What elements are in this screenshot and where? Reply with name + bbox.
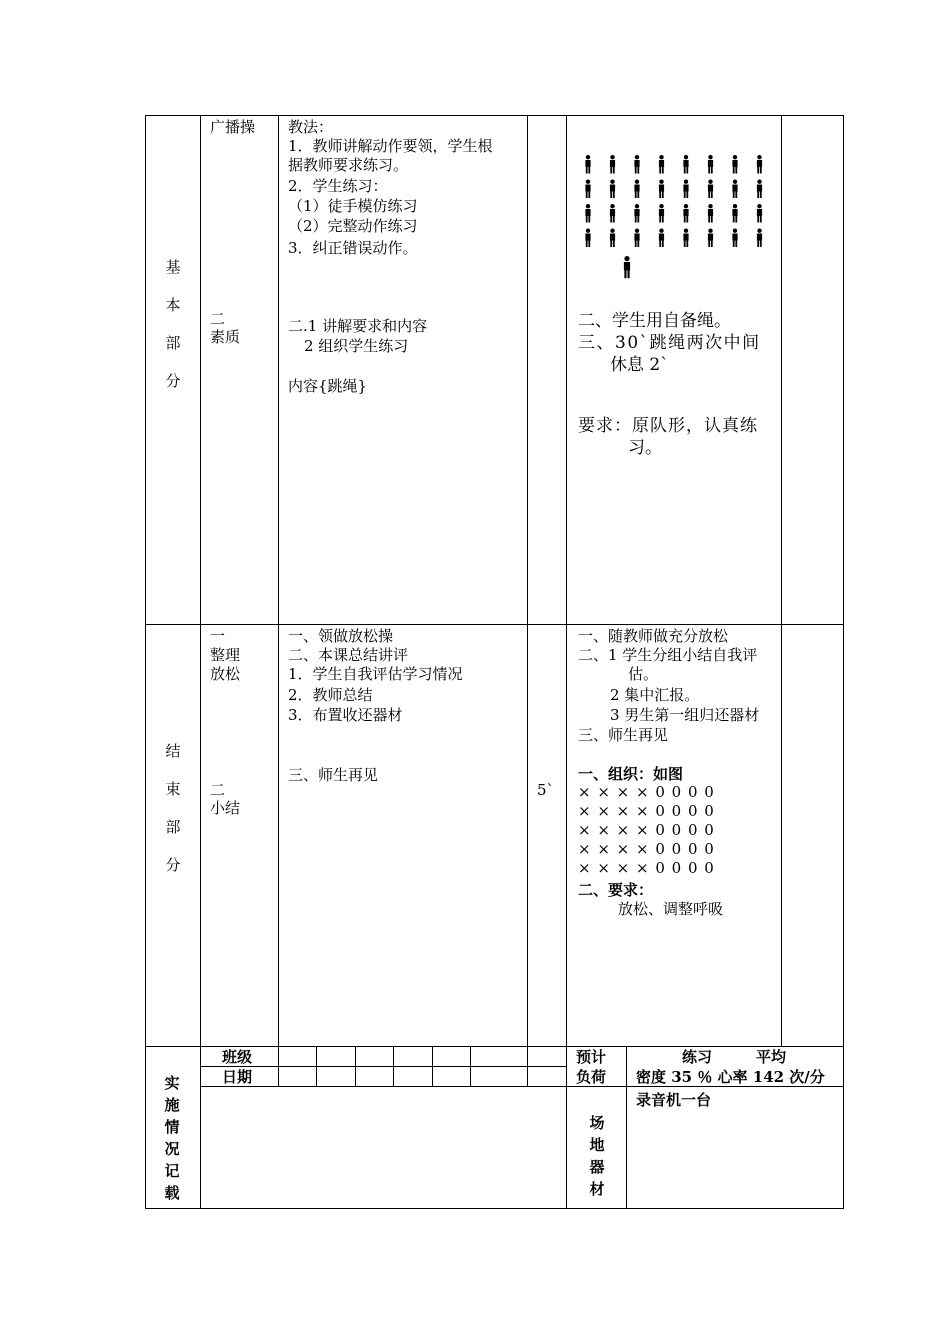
student-figure-icon	[732, 180, 737, 199]
student-figure-icon	[757, 155, 762, 174]
density-heart-rate: 密度 35 ％ 心率 142 次/分	[636, 1068, 825, 1086]
equipment-text: 录音机一台	[636, 1091, 712, 1109]
basic-item-a: 广播操	[210, 118, 256, 136]
student-figure-icon	[610, 155, 615, 174]
student-figure-icon	[585, 180, 590, 199]
student-figure-icon	[610, 229, 615, 248]
basic-item-b: 素质	[210, 328, 241, 346]
basic-item-b-num: 二	[210, 310, 226, 328]
student-figure-icon	[708, 204, 713, 223]
student-figure-icon	[683, 204, 688, 223]
student-figure-icon	[610, 180, 615, 199]
load-label-1: 预计	[576, 1048, 607, 1066]
student-figure-icon	[610, 204, 615, 223]
impl-label: 实 施 情 况 记 载	[164, 1074, 180, 1202]
student-figure-icon	[757, 204, 762, 223]
student-figure-icon	[634, 155, 639, 174]
student-figure-icon	[708, 180, 713, 199]
class-label: 班级	[222, 1048, 253, 1066]
average-label: 平均	[756, 1048, 787, 1066]
student-figure-icon	[708, 155, 713, 174]
student-figure-icon	[757, 180, 762, 199]
ending-time: 5`	[537, 781, 555, 799]
basic-section-label: 基 本 部 分	[165, 258, 181, 390]
student-figure-icon	[757, 229, 762, 248]
venue-label: 场 地 器 材	[589, 1114, 605, 1198]
student-figure-icon	[585, 229, 590, 248]
student-figure-icon	[732, 155, 737, 174]
student-figure-icon	[683, 155, 688, 174]
student-figure-icon	[683, 229, 688, 248]
date-label: 日期	[222, 1068, 253, 1086]
student-figure-icon	[585, 155, 590, 174]
formation-diagram	[580, 150, 780, 280]
ending-section-label: 结 束 部 分	[165, 742, 181, 874]
student-figure-icon	[585, 204, 590, 223]
student-figure-icon	[634, 180, 639, 199]
student-figure-icon	[659, 155, 664, 174]
student-figure-icon	[634, 229, 639, 248]
student-figure-icon	[732, 229, 737, 248]
teacher-figure-icon	[624, 256, 630, 278]
student-figure-icon	[732, 204, 737, 223]
student-figure-icon	[708, 229, 713, 248]
student-figure-icon	[659, 180, 664, 199]
student-figure-icon	[634, 204, 639, 223]
student-figure-icon	[659, 204, 664, 223]
student-figure-icon	[683, 180, 688, 199]
load-label-2: 负荷	[576, 1068, 607, 1086]
practice-label: 练习	[682, 1048, 713, 1066]
student-figure-icon	[659, 229, 664, 248]
